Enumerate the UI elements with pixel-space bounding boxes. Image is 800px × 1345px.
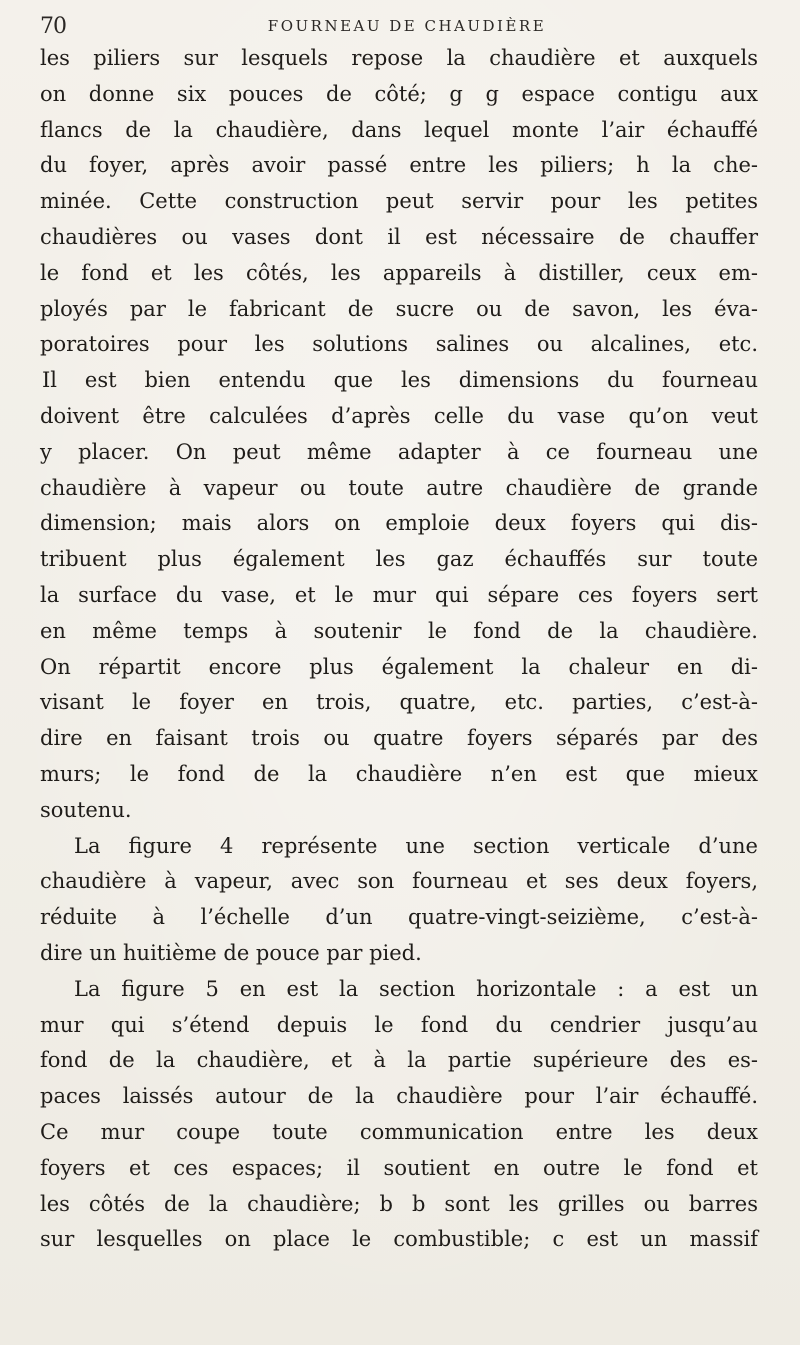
text-line: les piliers sur lesquels repose la chaudière et auxquels [40, 46, 758, 70]
text-line: tribuent plus également les gaz échauffés sur toute [40, 547, 758, 572]
text-line: visant le foyer en trois, quatre, etc. parties, c’est-à- [40, 690, 758, 715]
text-line: du foyer, après avoir passé entre les piliers; h la che- [40, 153, 758, 178]
text-line: murs; le fond de la chaudière n’en est que mieux [40, 761, 758, 786]
text-line: chaudière à vapeur, avec son fourneau et ses deux foyers, [40, 869, 758, 894]
text-line: on donne six pouces de côté; g g espace contigu aux [40, 81, 758, 106]
text-line: chaudières ou vases dont il est nécessaire de chauffer [40, 224, 758, 249]
running-head: FOURNEAU DE CHAUDIÈRE [267, 17, 547, 35]
text-line: La figure 5 en est la section horizontale : a est un [74, 976, 758, 1001]
text-line: le fond et les côtés, les appareils à distiller, ceux em- [40, 260, 758, 285]
text-line: dimension; mais alors on emploie deux foyers qui dis- [40, 511, 758, 536]
text-line: dire en faisant trois ou quatre foyers séparés par des [40, 726, 758, 751]
text-line: fond de la chaudière, et à la partie supérieure des es- [40, 1048, 758, 1073]
text-line: chaudière à vapeur ou toute autre chaudière de grande [40, 475, 758, 500]
text-line: y placer. On peut même adapter à ce fourneau une [40, 439, 758, 464]
text-line: les côtés de la chaudière; b b sont les grilles ou barres [40, 1191, 758, 1216]
text-line: dire un huitième de pouce par pied. [40, 940, 422, 965]
text-line: La figure 4 représente une section verticale d’une [74, 833, 758, 858]
text-line: sur lesquelles on place le combustible; c est un massif [40, 1227, 758, 1252]
text-line: soutenu. [40, 797, 132, 822]
body-text [40, 41, 758, 1258]
page-header [40, 14, 760, 44]
text-line: Il est bien entendu que les dimensions du fourneau [42, 368, 758, 393]
text-line: doivent être calculées d’après celle du vase qu’on veut [40, 403, 758, 428]
text-line: en même temps à soutenir le fond de la chaudière. [40, 618, 758, 643]
text-line: Ce mur coupe toute communication entre les deux [40, 1119, 758, 1144]
text-line: foyers et ces espaces; il soutient en outre le fond et [40, 1155, 758, 1180]
text-line: mur qui s’étend depuis le fond du cendrier jusqu’au [40, 1012, 758, 1037]
text-line: réduite à l’échelle d’un quatre-vingt-seizième, c’est-à- [40, 905, 758, 930]
text-line: paces laissés autour de la chaudière pour l’air échauffé. [40, 1084, 758, 1109]
text-line: poratoires pour les solutions salines ou alcalines, etc. [40, 332, 758, 357]
page-number: 70 [40, 14, 66, 39]
text-line: ployés par le fabricant de sucre ou de savon, les éva- [40, 296, 758, 321]
text-line: flancs de la chaudière, dans lequel monte l’air échauffé [40, 117, 758, 142]
text-line: la surface du vase, et le mur qui sépare ces foyers sert [40, 582, 758, 607]
text-line: minée. Cette construction peut servir pour les petites [40, 189, 758, 214]
text-line: On répartit encore plus également la chaleur en di- [40, 654, 758, 679]
